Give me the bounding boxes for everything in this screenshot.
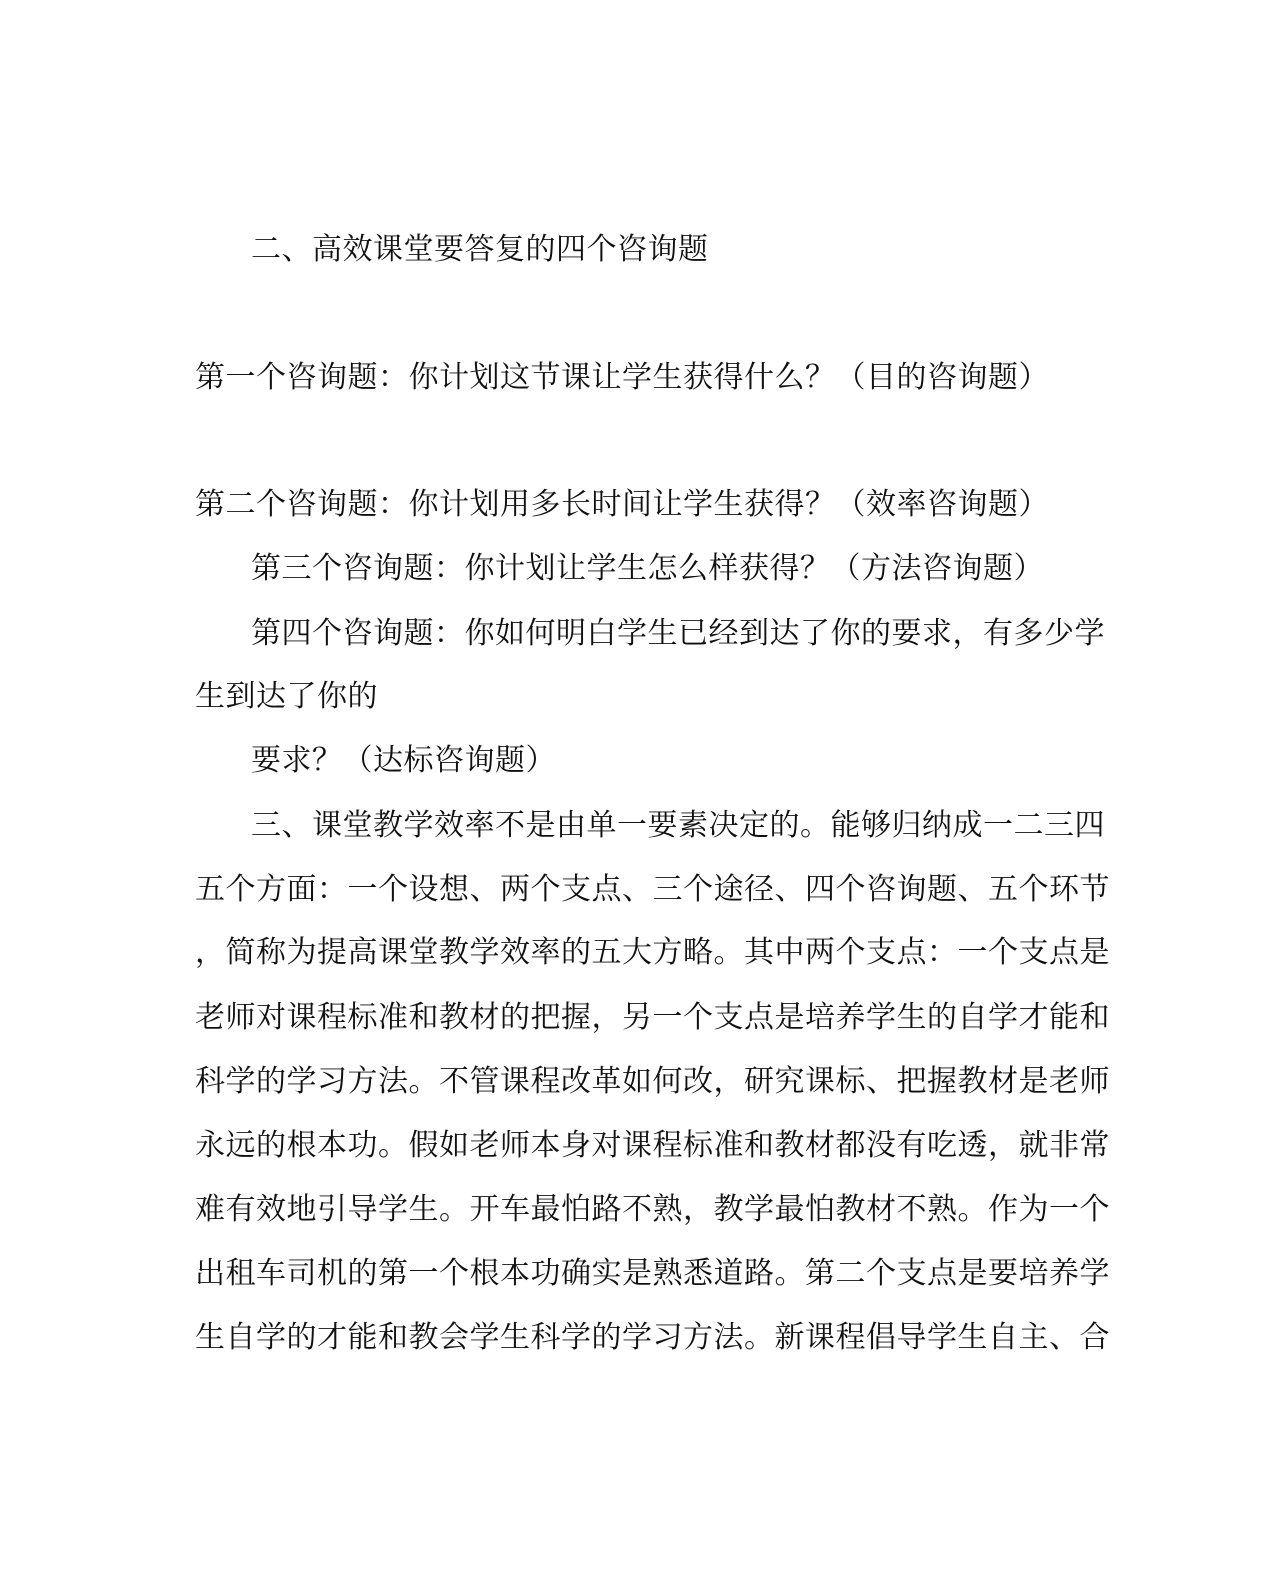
- paragraph-3-line-9: 生自学的才能和教会学生科学的学习方法。新课程倡导学生自主、合: [195, 1320, 1110, 1355]
- paragraph-3-line-8: 出租车司机的第一个根本功确实是熟悉道路。第二个支点是要培养学: [195, 1256, 1110, 1291]
- paragraph-3-line-6: 永远的根本功。假如老师本身对课程标准和教材都没有吃透，就非常: [195, 1128, 1110, 1163]
- question-2: 第二个咨询题：你计划用多长时间让学生获得？（效率咨询题）: [195, 487, 1049, 522]
- paragraph-3-line-5: 科学的学习方法。不管课程改革如何改，研究课标、把握教材是老师: [195, 1064, 1110, 1099]
- paragraph-3-line-2: 五个方面：一个设想、两个支点、三个途径、四个咨询题、五个环节: [195, 872, 1110, 907]
- question-1: 第一个咨询题：你计划这节课让学生获得什么？（目的咨询题）: [195, 360, 1049, 395]
- question-4-line-2: 生到达了你的: [195, 679, 378, 714]
- paragraph-3-line-4: 老师对课程标准和教材的把握，另一个支点是培养学生的自学才能和: [195, 1000, 1110, 1035]
- question-3: 第三个咨询题：你计划让学生怎么样获得？（方法咨询题）: [251, 551, 1044, 586]
- section-heading-2: 二、高效课堂要答复的四个咨询题: [251, 232, 709, 267]
- paragraph-3-line-3: ，简称为提高课堂教学效率的五大方略。其中两个支点：一个支点是: [195, 935, 1110, 970]
- paragraph-3-line-7: 难有效地引导学生。开车最怕路不熟，教学最怕教材不熟。作为一个: [195, 1192, 1110, 1227]
- question-4-line-1: 第四个咨询题：你如何明白学生已经到达了你的要求，有多少学: [251, 616, 1105, 651]
- question-4-line-3: 要求？（达标咨询题）: [251, 743, 556, 778]
- paragraph-3-line-1: 三、课堂教学效率不是由单一要素决定的。能够归纳成一二三四: [251, 808, 1105, 843]
